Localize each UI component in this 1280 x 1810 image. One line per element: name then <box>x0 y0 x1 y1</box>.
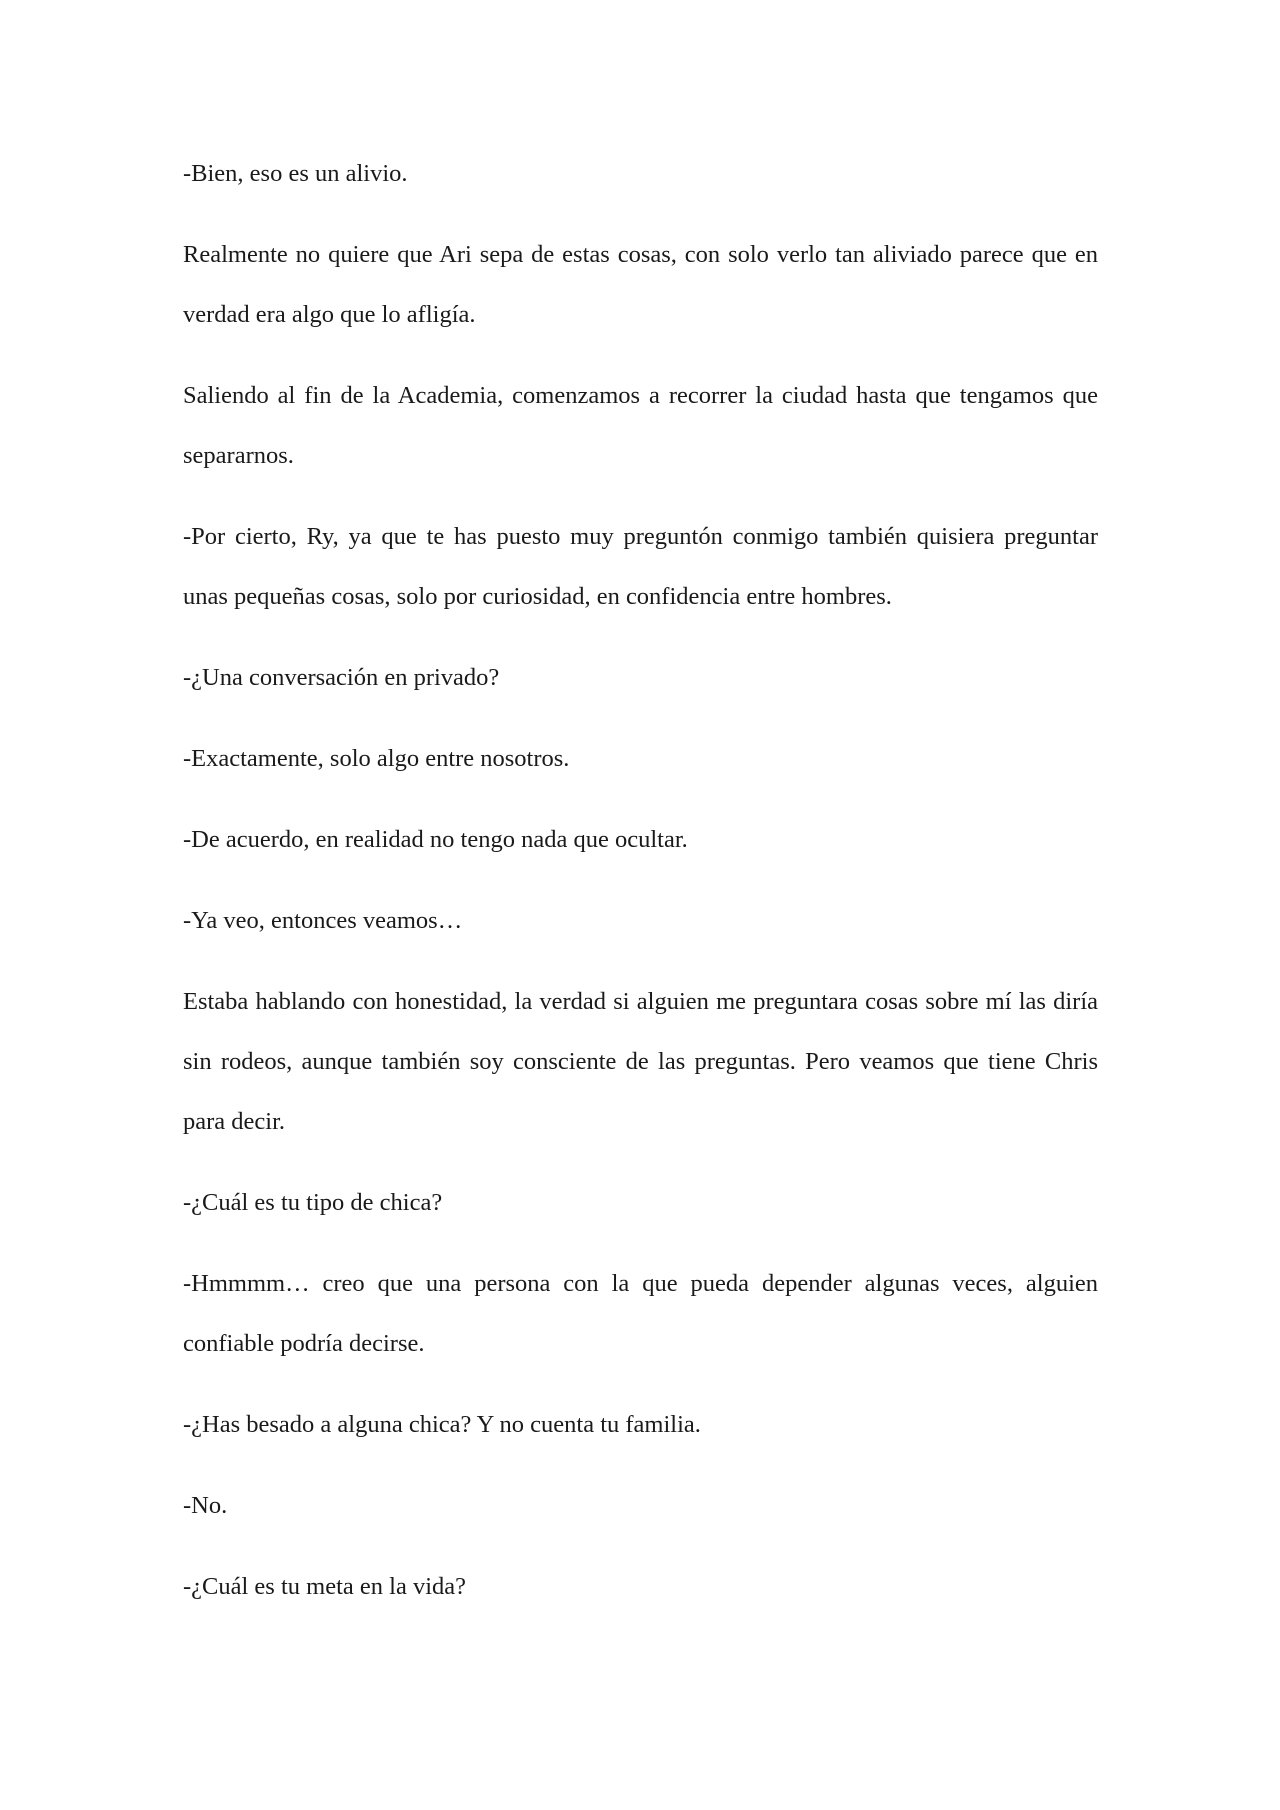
paragraph: -Ya veo, entonces veamos… <box>183 907 463 934</box>
paragraph: -¿Has besado a alguna chica? Y no cuenta tu familia. <box>183 1411 701 1438</box>
paragraph: -¿Una conversación en privado? <box>183 664 500 691</box>
paragraph: Realmente no quiere que Ari sepa de estas cosas, con solo verlo tan aliviado parece que en verdad era algo que lo afligía. <box>183 241 1098 328</box>
paragraph: -¿Cuál es tu tipo de chica? <box>183 1189 443 1216</box>
paragraph: -Bien, eso es un alivio. <box>183 160 408 187</box>
paragraph: -De acuerdo, en realidad no tengo nada que ocultar. <box>183 826 688 853</box>
paragraph: -No. <box>183 1492 228 1519</box>
paragraph: -¿Cuál es tu meta en la vida? <box>183 1573 466 1600</box>
paragraph: -Exactamente, solo algo entre nosotros. <box>183 745 570 772</box>
document-body <box>183 144 1098 1638</box>
paragraph: -Hmmmm… creo que una persona con la que pueda depender algunas veces, alguien confiable podría decirse. <box>183 1270 1098 1357</box>
paragraph: Estaba hablando con honestidad, la verdad si alguien me preguntara cosas sobre mí las diría sin rodeos, aunque también soy consciente de las preguntas. Pero veamos que tiene Chris para decir. <box>183 988 1098 1135</box>
paragraph: Saliendo al fin de la Academia, comenzamos a recorrer la ciudad hasta que tengamos que separarnos. <box>183 382 1098 469</box>
paragraph: -Por cierto, Ry, ya que te has puesto muy preguntón conmigo también quisiera preguntar unas pequeñas cosas, solo por curiosidad, en confidencia entre hombres. <box>183 523 1098 610</box>
